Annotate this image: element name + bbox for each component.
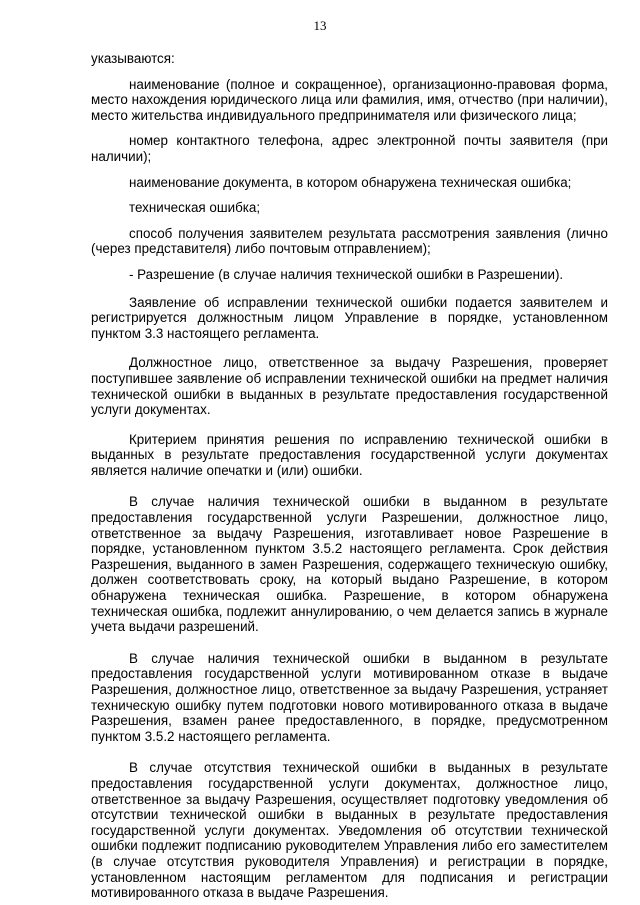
list-item-contact-phone: номер контактного телефона, адрес электронной почты заявителя (при наличии); <box>91 133 608 164</box>
list-item-technical-error: техническая ошибка; <box>129 200 261 216</box>
paragraph-error-in-refusal: В случае наличия технической ошибки в выданном в результате предоставления государственной услуги мотивированном отказе в выдаче Разрешения, должностное лицо, ответственное за выдачу Разрешения, устраняет техническую ошибку путем подготовки нового мотивированного отказа в выдаче Разрешения, взамен ранее предоставленного, в порядке, предусмотренном пунктом 3.5.2 настоящего регламента. <box>91 650 608 744</box>
list-item-permit: - Разрешение (в случае наличия технической ошибки в Разрешении). <box>129 266 564 282</box>
paragraph-application-registration: Заявление об исправлении технической ошибки подается заявителем и регистрируется должностным лицом Управление в порядке, установленном пунктом 3.3 настоящего регламента. <box>91 294 608 341</box>
page-number: 13 <box>313 18 327 33</box>
paragraph-intro: указываются: <box>91 51 175 66</box>
list-item-document-name: наименование документа, в котором обнаружена техническая ошибка; <box>129 174 572 190</box>
document-body <box>91 51 608 901</box>
paragraph-official-check: Должностное лицо, ответственное за выдачу Разрешения, проверяет поступившее заявление об исправлении технической ошибки на предмет наличия технической ошибки в выданных в результате предоставления государственной услуги документах. <box>91 355 608 418</box>
list-item-delivery-method: способ получения заявителем результата рассмотрения заявления (лично (через представителя) либо почтовым отправлением); <box>91 225 608 257</box>
paragraph-no-error: В случае отсутствия технической ошибки в выданных в результате предоставления государственной услуги документах, должностное лицо, ответственное за выдачу Разрешения, осуществляет подготовку уведомления об отсутствии технической ошибки в выданных в результате предоставления государственной услуги документах. Уведомления об отсутствии технической ошибки подлежит подписанию руководителем Управления либо его заместителем (в случае отсутствия руководителя Управления) и регистрации в порядке, установленном настоящим регламентом для подписания и регистрации мотивированного отказа в выдаче Разрешения. <box>91 760 608 901</box>
paragraph-decision-criterion: Критерием принятия решения по исправлению технической ошибки в выданных в результате предоставления государственной услуги документах является наличие опечатки и (или) ошибки. <box>91 431 608 478</box>
list-item-applicant-name: наименование (полное и сокращенное), организационно-правовая форма, место нахождения юридического лица или фамилия, имя, отчество (при наличии), место жительства индивидуального предпринимателя или физического лица; <box>91 76 608 123</box>
paragraph-error-in-permit: В случае наличия технической ошибки в выданном в результате предоставления государственной услуги Разрешении, должностное лицо, ответственное за выдачу Разрешения, изготавливает новое Разрешение в порядке, установленном пунктом 3.5.2 настоящего регламента. Срок действия Разрешения, выданного в замен Разрешения, содержащего техническую ошибку, должен соответствовать сроку, на который выдано Разрешение, в котором обнаружена техническая ошибка. Разрешение, в котором обнаружена техническая ошибка, подлежит аннулированию, о чем делается запись в журнале учета выдачи разрешений. <box>91 494 608 635</box>
